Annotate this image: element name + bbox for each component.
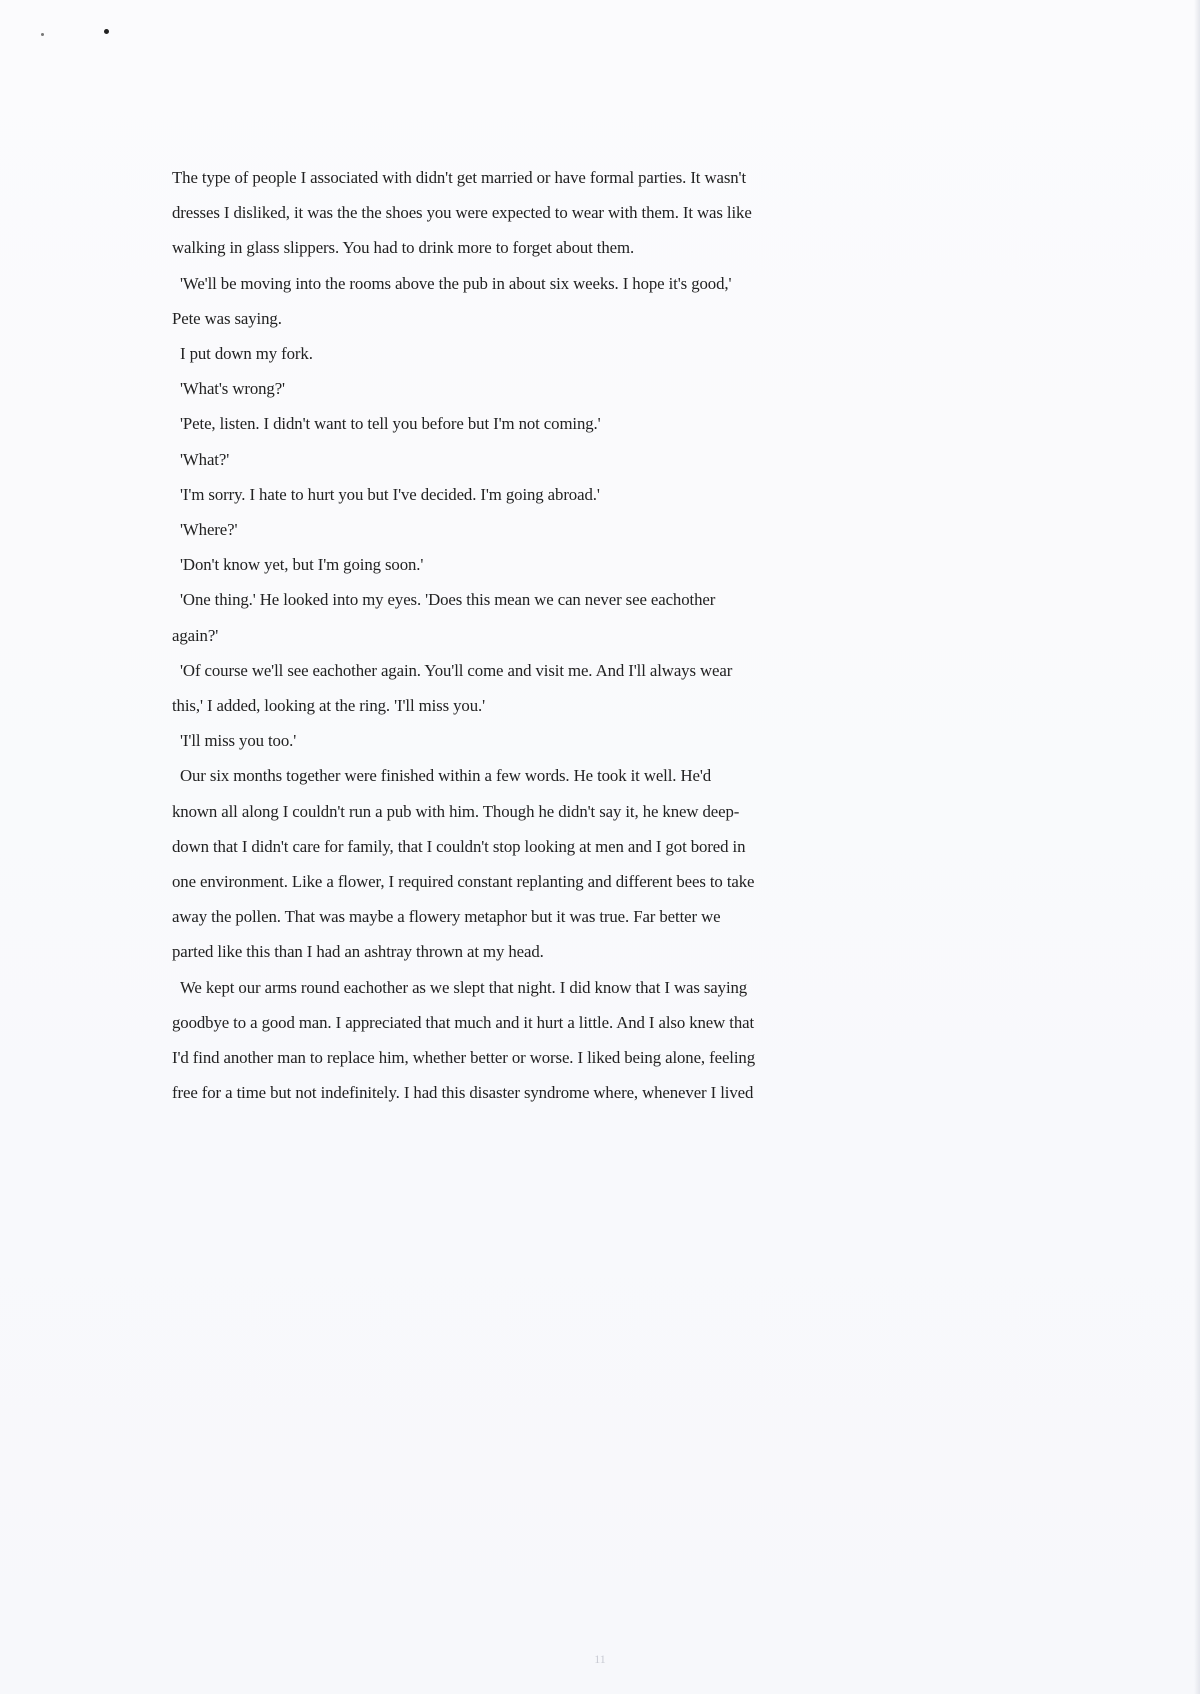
scan-speck: [104, 29, 109, 34]
scan-speck: [41, 33, 44, 36]
scan-edge: [1194, 0, 1200, 1694]
text-line: known all along I couldn't run a pub with him. Though he didn't say it, he knew deep-: [172, 801, 740, 821]
text-line: Our six months together were finished within a few words. He took it well. He'd: [180, 766, 712, 786]
text-line: 'Of course we'll see eachother again. You'll come and visit me. And I'll always wear: [180, 660, 733, 680]
text-line: I put down my fork.: [180, 344, 313, 364]
text-line: dresses I disliked, it was the the shoes you were expected to wear with them. It was like: [172, 203, 752, 223]
body-text: [172, 160, 1052, 1110]
text-line: 'What's wrong?': [180, 379, 285, 399]
text-line: The type of people I associated with didn't get married or have formal parties. It wasn't: [172, 168, 747, 187]
text-line: 'Pete, listen. I didn't want to tell you before but I'm not coming.': [180, 414, 601, 434]
text-line: We kept our arms round eachother as we slept that night. I did know that I was saying: [180, 977, 748, 997]
text-line: 'I'll miss you too.': [180, 731, 297, 751]
text-line: 'Don't know yet, but I'm going soon.': [180, 555, 424, 575]
text-line: down that I didn't care for family, that I couldn't stop looking at men and I got bored in: [172, 836, 746, 856]
text-line: 'I'm sorry. I hate to hurt you but I've decided. I'm going abroad.': [180, 484, 600, 504]
text-line: free for a time but not indefinitely. I had this disaster syndrome where, whenever I lived: [172, 1083, 754, 1103]
text-line: one environment. Like a flower, I required constant replanting and different bees to take: [172, 872, 755, 892]
text-line: I'd find another man to replace him, whether better or worse. I liked being alone, feeling: [172, 1048, 756, 1068]
text-line: goodbye to a good man. I appreciated that much and it hurt a little. And I also knew that: [172, 1012, 755, 1032]
text-line: away the pollen. That was maybe a flowery metaphor but it was true. Far better we: [172, 907, 721, 927]
text-line: 'We'll be moving into the rooms above the pub in about six weeks. I hope it's good,': [180, 273, 732, 293]
text-line: 'Where?': [180, 520, 238, 540]
text-line: again?': [172, 625, 219, 645]
text-line: walking in glass slippers. You had to drink more to forget about them.: [172, 238, 635, 258]
text-line: this,' I added, looking at the ring. 'I'll miss you.': [172, 696, 486, 716]
page-number: 11: [594, 1652, 606, 1666]
text-line: parted like this than I had an ashtray thrown at my head.: [172, 942, 544, 962]
text-line: Pete was saying.: [172, 308, 282, 328]
text-line: 'What?': [180, 449, 230, 469]
text-line: 'One thing.' He looked into my eyes. 'Does this mean we can never see eachother: [180, 590, 716, 610]
